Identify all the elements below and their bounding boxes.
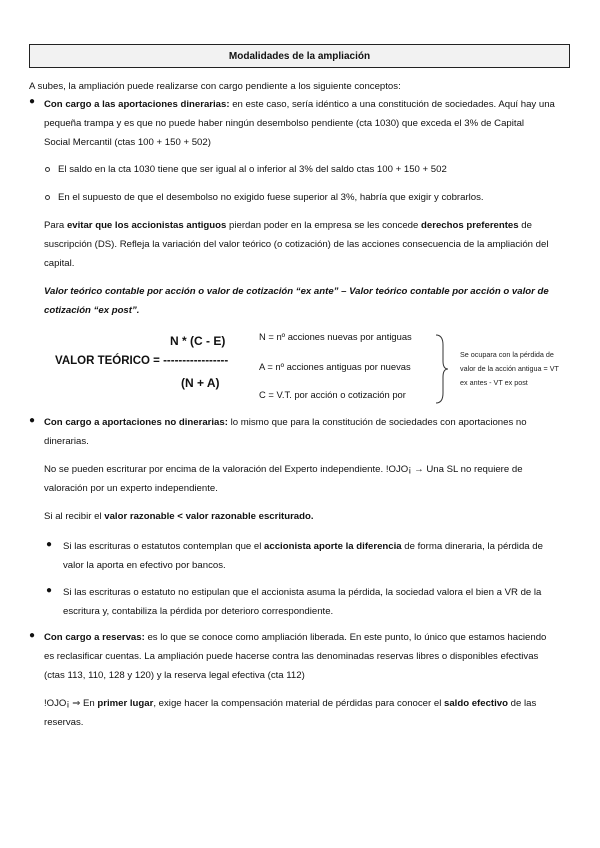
text-run: No se pueden escriturar por encima de la valoración del Experto independiente. !OJO¡ → Una SL no requiere de bbox=[44, 464, 523, 475]
bullet-dot-icon: ● bbox=[46, 585, 53, 596]
text-run: pierdan poder en la empresa se les concede bbox=[226, 220, 422, 231]
side-note-line: ex antes - VT ex post bbox=[460, 378, 528, 387]
text-run: !OJO¡ ⇒ En bbox=[44, 698, 98, 709]
section-title bbox=[29, 44, 570, 68]
sub-bullet-diferencia bbox=[63, 537, 571, 575]
italic-text: cotización “ex post”. bbox=[44, 305, 140, 316]
bullet-dot-icon: ● bbox=[29, 630, 36, 641]
bold-run: primer lugar bbox=[97, 698, 154, 709]
bold-run: derechos preferentes bbox=[421, 220, 519, 231]
section-title-text: Modalidades de la ampliación bbox=[228, 50, 371, 62]
bullet-reservas bbox=[44, 628, 571, 685]
experto-paragraph bbox=[44, 460, 571, 498]
bullet-heading: Con cargo a las aportaciones dinerarias: bbox=[44, 99, 230, 110]
circle-bullet-icon bbox=[45, 195, 50, 200]
italic-text: Valor teórico contable por acción o valor de cotización “ex ante” – Valor teórico contable por acción o valor de bbox=[44, 286, 549, 297]
intro-paragraph bbox=[29, 77, 571, 96]
sub-bullet-1 bbox=[58, 160, 570, 179]
valor-razonable-line bbox=[44, 507, 571, 526]
def-a: A = nº acciones antiguas por nuevas bbox=[259, 361, 411, 372]
text-run: capital. bbox=[44, 258, 75, 269]
text-run: valor la aporta en efectivo por bancos. bbox=[63, 560, 226, 571]
text-run: Para bbox=[44, 220, 67, 231]
valor-teorico-italic bbox=[44, 282, 571, 320]
def-n: N = nº acciones nuevas por antiguas bbox=[259, 331, 412, 342]
text-run: de bbox=[518, 220, 532, 231]
text-run: , exige hacer la compensación material de pérdidas para conocer el bbox=[153, 698, 444, 709]
formula-numerator: N * (C - E) bbox=[170, 334, 226, 348]
sub-bullet-2 bbox=[58, 188, 570, 207]
bullet-text: es reclasificar cuentas. La ampliación puede hacerse contra las denominadas reservas libres o disponibles efectivas bbox=[44, 651, 539, 662]
bullet-no-dinerarias bbox=[44, 413, 571, 451]
text-run: Si al recibir el bbox=[44, 511, 105, 522]
sub-bullet-text: En el supuesto de que el desembolso no exigido fuese superior al 3%, habría que exigir y cobrarlos. bbox=[58, 192, 484, 203]
text-run: valoración por un experto independiente. bbox=[44, 483, 218, 494]
curly-brace-icon bbox=[434, 333, 450, 405]
side-note-line: Se ocupara con la pérdida de bbox=[460, 350, 554, 359]
text-run: escritura y, contabiliza la pérdida por deterioro correspondiente. bbox=[63, 606, 334, 617]
intro-text: A subes, la ampliación puede realizarse con cargo pendiente a los siguiente conceptos: bbox=[29, 81, 401, 92]
circle-bullet-icon bbox=[45, 167, 50, 172]
bold-run: evitar que los accionistas antiguos bbox=[66, 220, 227, 231]
text-run: suscripción (DS). Refleja la variación del valor teórico (o cotización) de las acciones consecuencia de la ampliación del bbox=[44, 239, 549, 250]
text-run: Si las escrituras o estatuto no estipulan que el accionista asuma la pérdida, la sociedad valora el bien a VR de la bbox=[63, 587, 542, 598]
bullet-dot-icon: ● bbox=[29, 415, 36, 426]
bullet-dot-icon: ● bbox=[29, 96, 36, 107]
sub-bullet-text: El saldo en la cta 1030 tiene que ser igual al o inferior al 3% del saldo ctas 100 + 150 + 502 bbox=[58, 164, 447, 175]
bullet-text: pequeña trampa y es que no puede haber ningún desembolso pendiente (cta 1030) que exceda el 3% de Capital bbox=[44, 118, 525, 129]
side-note-line: valor de la acción antigua = VT bbox=[460, 364, 559, 373]
side-note bbox=[460, 348, 580, 390]
bold-run: valor razonable < valor razonable escriturado. bbox=[104, 511, 314, 522]
bullet-text: es lo que se conoce como ampliación liberada. En este punto, lo único que estamos haciendo bbox=[144, 632, 547, 643]
derechos-paragraph bbox=[44, 216, 571, 273]
bullet-text: (ctas 113, 110, 128 y 120) y la reserva legal efectiva (cta 112) bbox=[44, 670, 305, 681]
text-run: de forma dineraria, la pérdida de bbox=[401, 541, 543, 552]
bullet-aportaciones-dinerarias bbox=[44, 95, 571, 152]
text-run: reservas. bbox=[44, 717, 84, 728]
bold-run: accionista aporte la diferencia bbox=[264, 541, 402, 552]
text-run: de las bbox=[507, 698, 537, 709]
sub-bullet-deterioro bbox=[63, 583, 571, 621]
ojo-paragraph bbox=[44, 694, 571, 732]
bold-run: saldo efectivo bbox=[444, 698, 508, 709]
bullet-dot-icon: ● bbox=[46, 539, 53, 550]
formula-lhs: VALOR TEÓRICO = ----------------- bbox=[55, 355, 229, 367]
bullet-heading: Con cargo a reservas: bbox=[44, 632, 145, 643]
bullet-text: en este caso, sería idéntico a una constitución de sociedades. Aquí hay una bbox=[229, 99, 555, 110]
bullet-text: Social Mercantil (ctas 100 + 150 + 502) bbox=[44, 137, 211, 148]
def-c: C = V.T. por acción o cotización por bbox=[259, 389, 406, 400]
bullet-heading: Con cargo a aportaciones no dinerarias: bbox=[44, 417, 228, 428]
bullet-text: lo mismo que para la constitución de sociedades con aportaciones no bbox=[227, 417, 527, 428]
text-run: Si las escrituras o estatutos contemplan que el bbox=[63, 541, 265, 552]
formula-denominator: (N + A) bbox=[181, 376, 220, 390]
bullet-text: dinerarias. bbox=[44, 436, 89, 447]
